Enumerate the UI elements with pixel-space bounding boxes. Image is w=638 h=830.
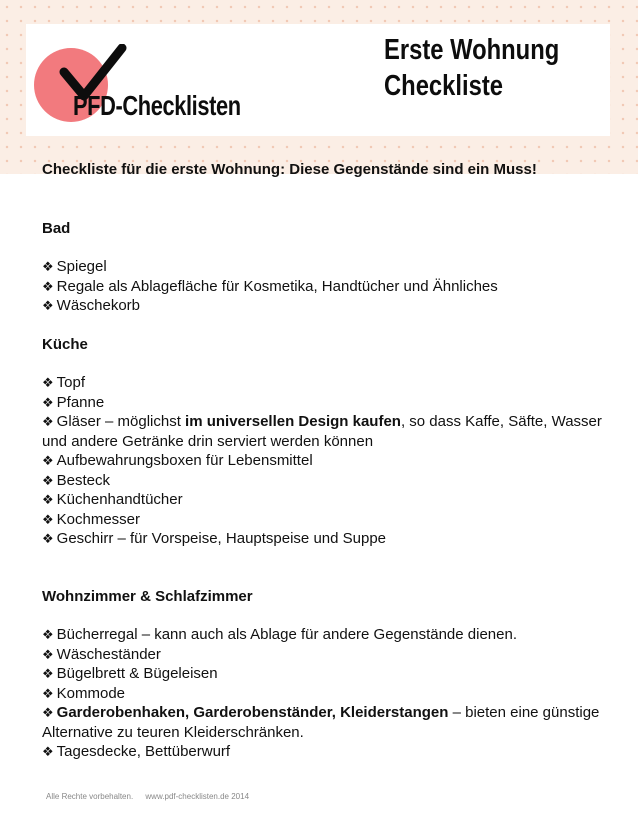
checklist-item [42, 742, 602, 762]
footer-site: www.pdf-checklisten.de 2014 [145, 792, 250, 801]
diamond-bullet-icon: ❖ [42, 705, 54, 720]
checklist-item [42, 393, 602, 413]
checklist-item [42, 645, 602, 665]
diamond-bullet-icon: ❖ [42, 278, 54, 294]
intro-text: Checkliste für die erste Wohnung: Diese Gegenstände sind ein Muss! [42, 161, 537, 178]
page-title-line2: Checkliste [384, 70, 503, 102]
item-text: Gläser – möglichst [56, 413, 186, 430]
checklist-item [42, 277, 602, 297]
page-title-line1: Erste Wohnung [384, 34, 560, 66]
checklist-item [42, 625, 602, 645]
diamond-bullet-icon: ❖ [42, 375, 54, 390]
diamond-bullet-icon: ❖ [42, 394, 54, 410]
item-text: , so dass Kaffe, Säfte, Wasser und andere Getränke drin serviert werden können [42, 413, 602, 450]
checklist-item [42, 490, 602, 510]
diamond-bullet-icon: ❖ [42, 511, 54, 527]
item-text: Spiegel [56, 258, 107, 275]
checklist-item [42, 296, 602, 316]
diamond-bullet-icon: ❖ [42, 744, 54, 759]
item-text: Kochmesser [56, 510, 141, 528]
logo-text: PFD-Checklisten [73, 90, 241, 121]
checklist-item [42, 373, 602, 393]
diamond-bullet-icon: ❖ [42, 531, 54, 546]
diamond-bullet-icon: ❖ [42, 492, 54, 507]
item-text: Topf [56, 374, 86, 391]
diamond-bullet-icon: ❖ [42, 472, 54, 488]
checklist-content [42, 160, 602, 762]
item-text: Aufbewahrungsboxen für Lebensmittel [56, 452, 313, 469]
checklist-item [42, 412, 602, 451]
item-text: Tagesdecke, Bettüberwurf [56, 743, 231, 760]
footer [46, 792, 249, 801]
item-text: Pfanne [56, 393, 105, 411]
item-text: Küchenhandtücher [56, 491, 183, 508]
checklist-item [42, 529, 602, 549]
diamond-bullet-icon: ❖ [42, 646, 54, 662]
checklist-item [42, 471, 602, 491]
diamond-bullet-icon: ❖ [42, 453, 54, 468]
item-text: Geschirr – für Vorspeise, Hauptspeise und Suppe [56, 530, 387, 547]
checklist-item [42, 257, 602, 277]
item-text: – bieten eine günstige Alternative zu teuren Kleiderschränken. [42, 704, 600, 741]
section-title: Wohnzimmer & Schlafzimmer [42, 587, 253, 605]
diamond-bullet-icon: ❖ [42, 259, 54, 274]
checklist-item [42, 703, 602, 742]
item-text: Kommode [56, 684, 126, 702]
item-emphasis: Garderobenhaken, Garderobenständer, Kleiderstangen [56, 704, 449, 721]
page-title [384, 32, 581, 104]
checklist-item [42, 664, 602, 684]
diamond-bullet-icon: ❖ [42, 685, 54, 701]
footer-rights: Alle Rechte vorbehalten. [46, 792, 134, 801]
checklist-item [42, 451, 602, 471]
diamond-bullet-icon: ❖ [42, 414, 54, 429]
section-title: Bad [42, 219, 71, 237]
diamond-bullet-icon: ❖ [42, 298, 54, 313]
checklist-item [42, 684, 602, 704]
item-emphasis: im universellen Design kaufen [185, 413, 401, 430]
diamond-bullet-icon: ❖ [42, 666, 54, 681]
item-text: Wäschekorb [56, 297, 141, 314]
section-title: Küche [42, 335, 88, 353]
item-text: Bügelbrett & Bügeleisen [56, 665, 218, 682]
item-text: Wäscheständer [56, 645, 161, 663]
checklist-item [42, 510, 602, 530]
item-text: Bücherregal – kann auch als Ablage für andere Gegenstände dienen. [56, 626, 517, 643]
item-text: Regale als Ablagefläche für Kosmetika, Handtücher und Ähnliches [56, 277, 498, 295]
diamond-bullet-icon: ❖ [42, 627, 54, 642]
item-text: Besteck [56, 471, 111, 489]
